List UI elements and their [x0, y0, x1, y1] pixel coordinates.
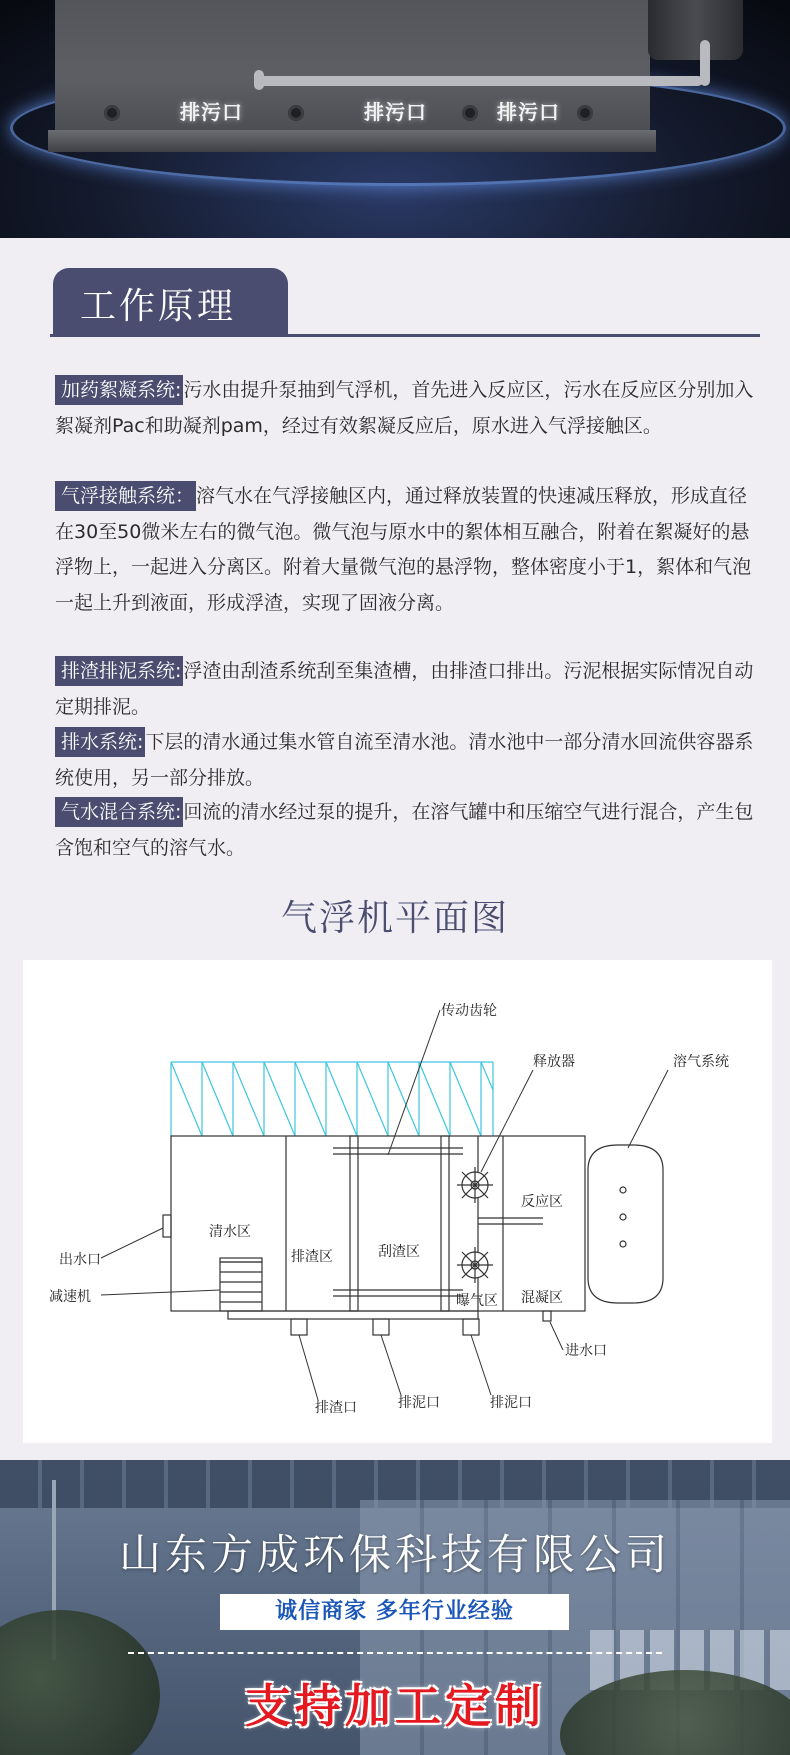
- plan-title: 气浮机平面图: [280, 898, 509, 939]
- plan-diagram-svg: [23, 960, 772, 1443]
- label-coagulation-zone: 混凝区: [521, 1290, 563, 1306]
- pipe: [258, 76, 703, 86]
- principle-item-contact: [55, 479, 765, 621]
- principle-item-drain: [55, 725, 765, 796]
- label-outlet: 出水口: [59, 1252, 101, 1268]
- plan-diagram: [23, 960, 772, 1443]
- pipe: [254, 70, 264, 90]
- dashed-divider: [128, 1652, 662, 1654]
- label-reducer: 减速机: [49, 1289, 91, 1305]
- outlet-label: 排污口: [497, 100, 560, 124]
- outlet-hole: [288, 105, 304, 121]
- label-slag-outlet: 排渣口: [315, 1400, 357, 1416]
- principle-text: 浮渣由刮渣系统刮至集渣槽，由排渣口排出。污泥根据实际情况自动定期排泥。: [55, 660, 754, 718]
- principle-tag: 加药絮凝系统:: [55, 375, 183, 405]
- label-releaser: 释放器: [533, 1054, 575, 1070]
- label-gear: 传动齿轮: [441, 1003, 497, 1019]
- section-divider: [50, 334, 760, 337]
- slogan: 诚信商家 多年行业经验: [275, 1599, 514, 1624]
- outlet-label: 排污口: [364, 100, 427, 124]
- principle-item-slag: [55, 654, 765, 725]
- label-sludge-outlet: 排泥口: [490, 1395, 532, 1411]
- tank-base: [48, 130, 656, 152]
- product-photo: [0, 0, 790, 238]
- custom-processing-banner: 支持加工定制: [245, 1679, 545, 1733]
- leader-lines: [101, 1010, 668, 1400]
- principle-item-dosing: [55, 373, 765, 444]
- outlet-label: 排污口: [180, 100, 243, 124]
- pipe: [700, 40, 710, 86]
- gear-teeth: [457, 1167, 493, 1283]
- principle-tag: 排渣排泥系统:: [55, 656, 183, 686]
- outlet-hole: [577, 105, 593, 121]
- principle-tag: 气水混合系统:: [55, 797, 183, 827]
- company-name: 山东方成环保科技有限公司: [118, 1530, 671, 1579]
- label-aeration-zone: 曝气区: [456, 1293, 498, 1309]
- label-clear-water-zone: 清水区: [209, 1224, 251, 1240]
- outlet-hole: [104, 105, 120, 121]
- principle-tag: 气浮接触系统：: [55, 481, 196, 511]
- principle-text: 下层的清水通过集水管自流至清水池。清水池中一部分清水回流供容器系统使用，另一部分排放。: [55, 731, 754, 789]
- principle-text: 回流的清水经过泵的提升，在溶气罐中和压缩空气进行混合，产生包含饱和空气的溶气水。: [55, 801, 754, 859]
- label-inlet: 进水口: [565, 1343, 607, 1359]
- principle-tag: 排水系统:: [55, 727, 145, 757]
- principle-text: 污水由提升泵抽到气浮机，首先进入反应区，污水在反应区分别加入絮凝剂Pac和助凝剂pam，经过有效絮凝反应后，原水进入气浮接触区。: [55, 379, 754, 437]
- scraper-chains: [171, 1062, 493, 1136]
- label-dissolved-air: 溶气系统: [673, 1054, 729, 1070]
- principle-item-mixing: [55, 795, 765, 866]
- label-scraping-zone: 刮渣区: [378, 1244, 420, 1260]
- section-title: 工作原理: [80, 286, 237, 327]
- pump: [648, 0, 743, 60]
- outlet-hole: [462, 105, 478, 121]
- flotation-tank: [55, 0, 650, 130]
- label-slag-zone: 排渣区: [291, 1249, 333, 1265]
- dissolved-air-tank: [588, 1145, 663, 1303]
- label-reaction-zone: 反应区: [521, 1194, 563, 1210]
- principle-text: 溶气水在气浮接触区内，通过释放装置的快速减压释放，形成直径在30至50微米左右的微气泡。微气泡与原水中的絮体相互融合，附着在絮凝好的悬浮物上，一起进入分离区。附着大量微气泡的悬浮物，整体密度小于1，絮体和气泡一起上升到液面，形成浮渣，实现了固液分离。: [55, 485, 752, 614]
- label-sludge-outlet: 排泥口: [398, 1395, 440, 1411]
